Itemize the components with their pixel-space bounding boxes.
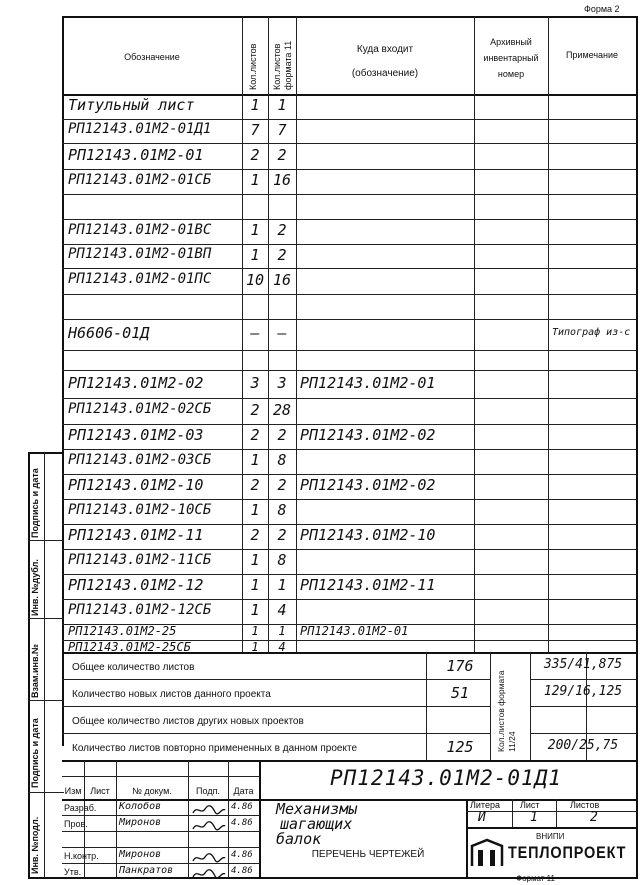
row-sheets: 2 <box>250 476 260 494</box>
row-designation: РП12143.01М2-12СБ <box>68 601 212 618</box>
stamp-col-header: Изм <box>64 786 82 796</box>
header-archive-3: номер <box>497 69 525 79</box>
row-sheets: 1 <box>250 576 260 594</box>
header-designation: Обозначение <box>124 52 180 62</box>
strip-inv-podl: Инв. №подл. <box>30 816 40 874</box>
header-archive-1: Архивный <box>490 37 532 47</box>
row-f11: 8 <box>277 551 287 569</box>
row-sheets: 7 <box>250 120 260 139</box>
summary-count: 125 <box>446 738 474 756</box>
summary-label: Количество новых листов данного проекта <box>72 689 271 700</box>
stamp-role: Утв. <box>64 867 82 877</box>
row-f11: 16 <box>272 171 292 189</box>
stamp-name: Миронов <box>119 817 162 828</box>
header-archive-2: инвентарный <box>483 53 539 63</box>
row-designation: Н6606-01Д <box>68 324 150 342</box>
row-designation: РП12143.01М2-02СБ <box>68 401 212 417</box>
row-sheets: 2 <box>250 426 260 444</box>
org-name: ТЕПЛОПРОЕКТ <box>508 843 627 862</box>
stamp-title <box>270 802 466 860</box>
header-where-used <box>296 38 474 86</box>
summary-side-label: Кол.листов формата 11/24 <box>496 670 517 752</box>
header-format11-count: Кол.листов формата 11 <box>272 40 293 90</box>
summary-format11: 335/41,875 <box>543 657 623 672</box>
row-designation: РП12143.01М2-01СБ <box>68 171 212 188</box>
row-sheets: 1 <box>251 640 259 654</box>
row-where: РП12143.01М2-01 <box>300 624 409 638</box>
row-f11: 28 <box>272 400 292 419</box>
stamp-litera-value: И <box>478 810 486 825</box>
row-where: РП12143.01М2-02 <box>300 426 436 444</box>
header-where-used-2: (обозначение) <box>351 68 419 79</box>
stamp-col-header: № докум. <box>132 786 172 796</box>
stamp-date: 4.86 <box>231 866 253 876</box>
stamp-role: Н.контр. <box>64 851 99 861</box>
header-note: Примечание <box>565 50 619 60</box>
row-f11: 2 <box>277 245 287 264</box>
row-designation: РП12143.01М2-03СБ <box>68 451 212 468</box>
row-sheets: 2 <box>250 526 260 544</box>
row-f11: 2 <box>277 476 287 494</box>
summary-format11: 129/16,125 <box>543 684 623 699</box>
stamp-sheets-value: 2 <box>590 810 598 825</box>
row-where: РП12143.01М2-02 <box>300 476 436 494</box>
stamp-title-hw-3: балок <box>276 830 322 848</box>
row-designation: РП12143.01М2-01ПС <box>68 271 212 287</box>
stamp-title-hw-1: Механизмы <box>276 800 358 818</box>
format-footer: Формат 11 <box>516 874 555 883</box>
stamp-col-header: Дата <box>233 786 254 796</box>
row-designation: РП12143.01М2-03 <box>68 426 204 444</box>
row-sheets: 1 <box>251 624 259 638</box>
signature-icon <box>192 867 226 885</box>
row-designation: РП12143.01М2-25СБ <box>68 640 191 654</box>
stamp-col-header: Лист <box>90 786 110 796</box>
stamp-col-header: Подп. <box>196 786 220 796</box>
row-sheets: 1 <box>250 551 260 569</box>
header-archive <box>474 34 548 82</box>
row-f11: 8 <box>277 451 287 469</box>
row-designation: РП12143.01М2-02 <box>68 373 204 392</box>
row-f11: 8 <box>277 501 287 519</box>
row-note: Типограф из-с <box>552 326 631 338</box>
stamp-sheet-label: Лист <box>520 800 540 810</box>
row-sheets: 1 <box>250 501 260 519</box>
row-f11: 4 <box>278 640 286 654</box>
org-logo-icon <box>470 838 504 868</box>
row-f11: 2 <box>277 145 287 164</box>
stamp-name: Колобов <box>119 801 162 812</box>
row-sheets: 1 <box>250 451 260 469</box>
row-f11: 1 <box>277 96 287 114</box>
row-designation: РП12143.01М2-10 <box>68 476 204 494</box>
summary-label: Количество листов повторно примененных в данном проекте <box>72 743 357 754</box>
row-designation: Титульный лист <box>68 96 195 114</box>
header-where-used-1: Куда входит <box>356 44 414 55</box>
row-f11: 2 <box>277 426 287 444</box>
strip-inv-dubl: Инв. №дубл. <box>30 559 40 616</box>
row-where: РП12143.01М2-01 <box>300 373 436 392</box>
stamp-role: Разраб. <box>64 803 97 813</box>
strip-signature-date-1: Подпись и дата <box>30 718 40 788</box>
row-designation: РП12143.01М2-25 <box>68 624 177 638</box>
stamp-doc-code: РП12143.01М2-01Д1 <box>330 766 562 790</box>
row-sheets: 1 <box>250 601 260 619</box>
stamp-title-print: ПЕРЕЧЕНЬ ЧЕРТЕЖЕЙ <box>311 849 425 860</box>
row-sheets: 2 <box>250 400 260 419</box>
row-f11: 16 <box>272 270 292 289</box>
summary-count: 51 <box>450 684 470 702</box>
row-sheets: 2 <box>250 145 260 164</box>
row-designation: РП12143.01М2-01ВП <box>68 246 212 262</box>
row-designation: РП12143.01М2-12 <box>68 576 204 594</box>
strip-signature-date-2: Подпись и дата <box>30 468 40 538</box>
row-sheets: 1 <box>250 171 260 189</box>
row-f11: 1 <box>277 576 287 594</box>
stamp-name: Миронов <box>119 849 162 860</box>
row-sheets: 1 <box>250 221 260 239</box>
row-sheets: 3 <box>250 373 260 392</box>
summary-count: 176 <box>446 657 474 675</box>
row-f11: 2 <box>277 221 287 239</box>
signature-icon <box>192 819 226 837</box>
stamp-title-hw-2: шагающих <box>280 815 353 833</box>
stamp-role: Пров. <box>64 819 88 829</box>
summary-format11: 200/25,75 <box>547 738 619 753</box>
row-designation: РП12143.01М2-10СБ <box>68 501 212 518</box>
row-sheets: 1 <box>250 96 260 114</box>
stamp-sheet-value: 1 <box>530 810 538 825</box>
row-f11: 1 <box>278 624 286 638</box>
row-designation: РП12143.01М2-01Д1 <box>68 121 212 137</box>
row-f11: 7 <box>277 120 287 139</box>
form-label: Форма 2 <box>584 4 620 14</box>
row-designation: РП12143.01М2-01ВС <box>68 221 212 238</box>
stamp-sheets-label: Листов <box>570 800 600 810</box>
stamp-date: 4.86 <box>231 802 253 812</box>
row-where: РП12143.01М2-10 <box>300 526 436 544</box>
row-designation: РП12143.01М2-01 <box>68 145 204 164</box>
summary-label: Общее количество листов <box>72 662 195 673</box>
row-f11: 4 <box>277 601 287 619</box>
stamp-litera-label: Литера <box>470 800 500 810</box>
strip-vzam-inv: Взам.инв.№ <box>30 643 40 698</box>
row-designation: РП12143.01М2-11СБ <box>68 551 212 568</box>
stamp-date: 4.86 <box>231 818 253 828</box>
stamp-date: 4.86 <box>231 850 253 860</box>
row-sheets: 1 <box>250 245 260 264</box>
row-sheets: – <box>250 324 260 342</box>
row-designation: РП12143.01М2-11 <box>68 526 204 544</box>
row-f11: – <box>277 324 287 342</box>
row-sheets: 10 <box>245 270 265 289</box>
row-f11: 2 <box>277 526 287 544</box>
summary-label: Общее количество листов других новых проектов <box>72 716 304 727</box>
row-f11: 3 <box>277 373 287 392</box>
stamp-name: Панкратов <box>119 865 174 876</box>
row-where: РП12143.01М2-11 <box>300 576 436 594</box>
org-small: ВНИПИ <box>536 832 565 841</box>
header-sheet-count: Кол.листов <box>248 43 258 90</box>
